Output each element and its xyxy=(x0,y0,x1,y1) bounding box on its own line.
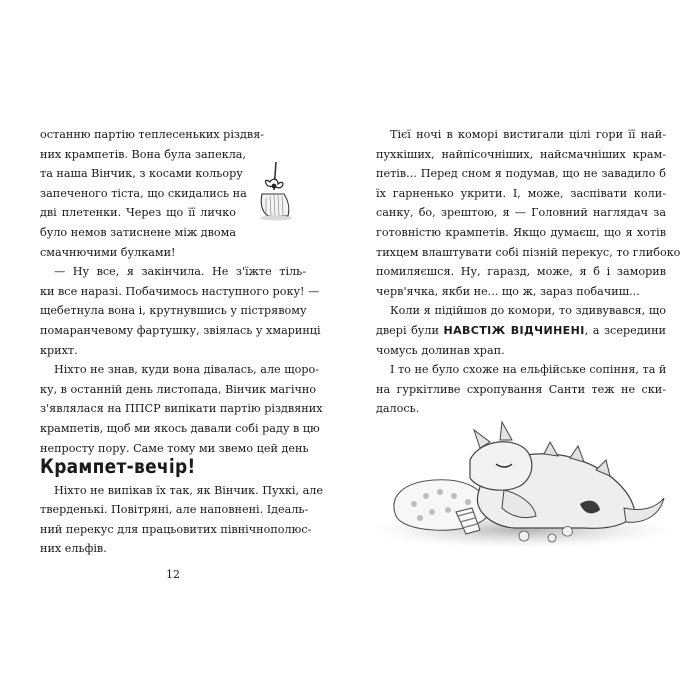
text-line: пухкіших, найпісочніших, найсмачніших крам- xyxy=(376,147,666,161)
paragraph-2 xyxy=(376,301,666,360)
text-line: далось. xyxy=(376,402,420,416)
text-fragment: , а зсередини xyxy=(584,323,666,337)
text-line: ки все наразі. Побачимось наступного року! — xyxy=(40,284,320,298)
text-line: тверденькі. Повітряні, але наповнені. Ідеаль- xyxy=(40,503,309,517)
right-page xyxy=(350,0,700,700)
text-line: та наша Вінчик, з косами кольору xyxy=(40,167,243,181)
text-line: петів... Перед сном я подумав, що не завадило б xyxy=(376,167,666,181)
text-line: Тієї ночі в коморі вистигали цілі гори її най- xyxy=(390,128,666,141)
text-line: дві плетенки. Через що її личко xyxy=(40,206,236,220)
page-number: 12 xyxy=(166,568,180,581)
right-page-text xyxy=(376,125,681,419)
text-line: запеченого тіста, що скидались на xyxy=(40,186,247,200)
text-line: смачнючими булками! xyxy=(40,245,176,259)
text-line: крихт. xyxy=(40,343,78,357)
text-line: готовністю крампетів. Якщо думаєш, що я хотів xyxy=(376,225,666,239)
text-fragment: двері були xyxy=(376,323,444,337)
paragraph-4 xyxy=(40,481,324,559)
text-line: ку, в останній день листопада, Вінчик магічно xyxy=(40,382,317,396)
broom-illustration xyxy=(254,160,294,222)
text-line: останню партію теплесеньких різдвя- xyxy=(40,128,265,141)
text-line: І то не було схоже на ельфійське сопіння, та й xyxy=(390,363,667,377)
text-line: Ніхто не знав, куди вона дівалась, але щоро- xyxy=(54,363,320,377)
text-line: крампетів, щоб ми якось давали собі раду в цю xyxy=(40,421,320,435)
text-line: на гуркітливе схропування Санти теж не ски- xyxy=(376,382,666,396)
text-line: санку, бо, зрештою, я — Головний наглядач за xyxy=(376,206,666,220)
text-line: непросту пору. Саме тому ми звемо цей день xyxy=(40,441,309,455)
text-line: було немов затиснене між двома xyxy=(40,225,236,239)
crumpet-evening-heading: Крампет-вечір! xyxy=(40,456,196,480)
text-line: них ельфів. xyxy=(40,542,107,556)
paragraph-1 xyxy=(376,125,681,301)
text-line: чомусь долинав храп. xyxy=(376,343,505,357)
text-line: тихцем влаштувати собі пізній перекус, то глибоко xyxy=(376,245,681,259)
paragraph-3 xyxy=(376,360,666,419)
paragraph-3 xyxy=(40,360,323,458)
text-line: щебетнула вона і, крутнувшись у пістрявому xyxy=(40,304,307,318)
text-line: черв'ячка, якби не... що ж, зараз побачиш... xyxy=(376,284,640,298)
text-line: з'являлася на ППСР випікати партію різдвяних xyxy=(40,402,323,416)
text-line: Коли я підійшов до комори, то здивувався, що xyxy=(390,304,666,318)
sleeping-dragon-illustration xyxy=(374,412,670,562)
paragraph-2 xyxy=(40,262,321,360)
text-line: них крампетів. Вона була запекла, xyxy=(40,147,247,161)
text-line: — Ну все, я закінчила. Не з'їжте тіль- xyxy=(54,265,306,279)
wide-open-emphasis: НАВСТІЖ ВІДЧИНЕНІ xyxy=(443,323,585,337)
text-line: помиляєшся. Ну, гаразд, може, я б і заморив xyxy=(376,265,666,279)
text-line: помаранчевому фартушку, звіялась у хмаринці xyxy=(40,323,321,337)
text-line xyxy=(376,321,666,341)
text-line: ний перекус для працьовитих північнополюс- xyxy=(40,522,312,536)
text-line: їх гарненько укрити. І, може, заспівати коли- xyxy=(376,186,666,200)
text-line: Ніхто не випікав їх так, як Вінчик. Пухкі, але xyxy=(54,483,324,497)
